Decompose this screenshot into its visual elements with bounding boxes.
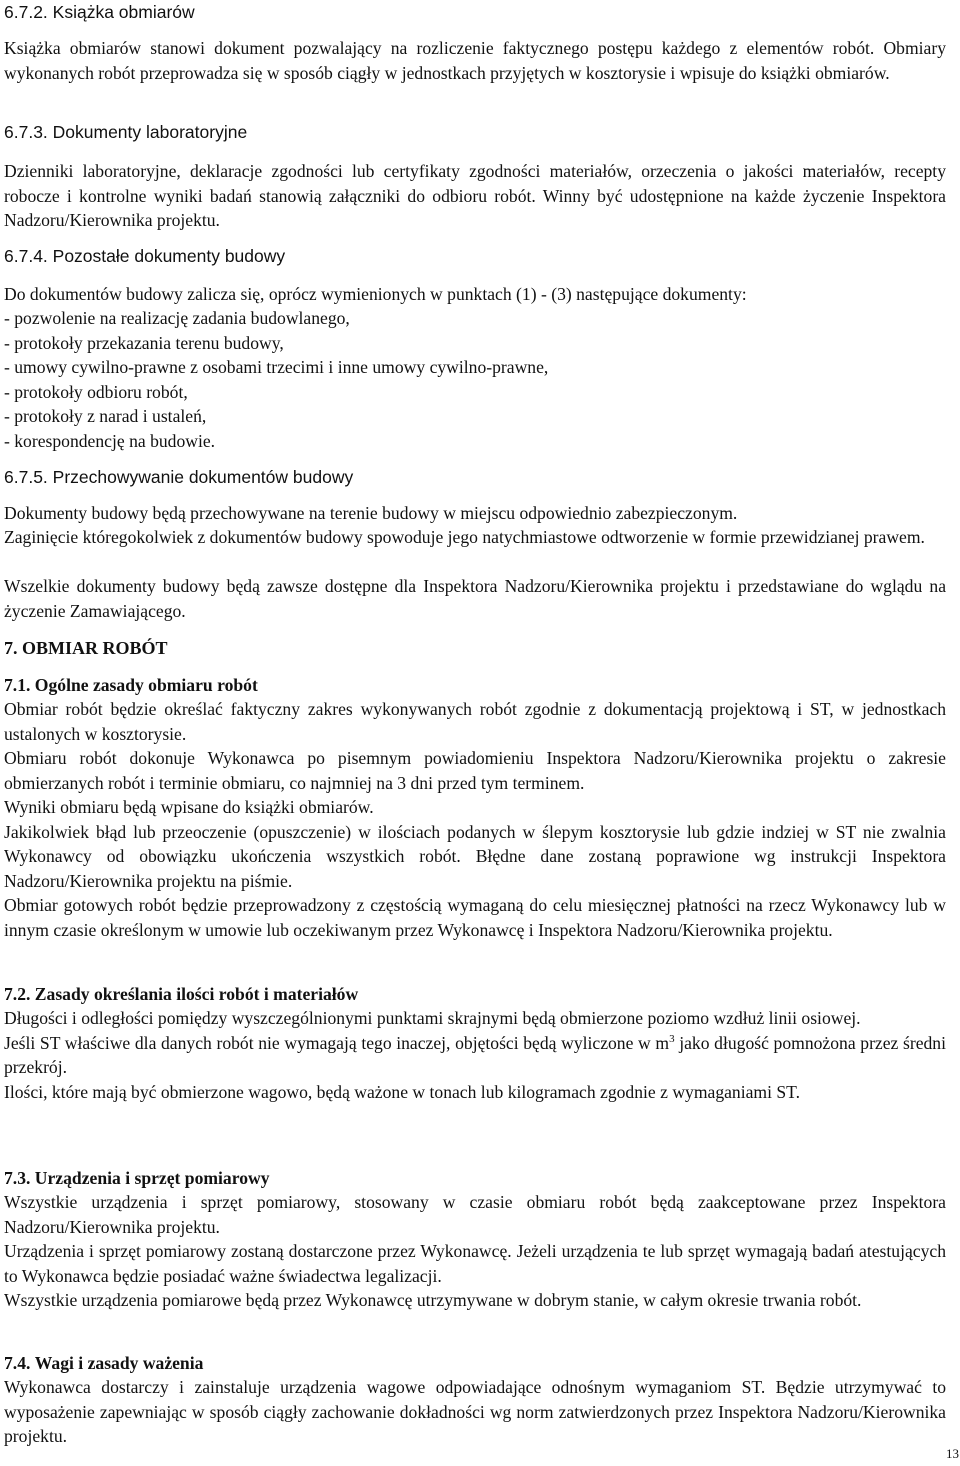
section-heading-7-2 (4, 982, 358, 1007)
section-heading-6-7-3: 6.7.3. Dokumenty laboratoryjne (4, 122, 248, 142)
page-number: 13 (946, 1446, 959, 1461)
paragraph-wagi: Wykonawca dostarczy i zainstaluje urządzenia wagowe odpowiadające odnośnym wymaganiom ST. Będzie utrzymywać to wyposażenie zapewniając w sposób ciągły zachowanie dokładności wg norm zatwierdzonych przez Inspektora Nadzoru/Kierownika projektu. (4, 1377, 946, 1446)
section-number: 7.4. (4, 1353, 31, 1373)
paragraph: Jakikolwiek błąd lub przeoczenie (opuszczenie) w ilościach podanych w ślepym kosztorysie lub gdzie indziej w ST nie zwalnia Wykonawcy od obowiązku ukończenia wszystkich robót. Błędne dane zostaną poprawione wg instrukcji Inspektora Nadzoru/Kierownika projektu na piśmie. (4, 821, 946, 891)
volume-text-a: Jeśli ST właściwe dla danych robót nie wymagają tego inaczej, objętości będą wyliczone w m (4, 1032, 670, 1053)
section-heading-6-7-5: 6.7.5. Przechowywanie dokumentów budowy (4, 467, 354, 487)
section-title: Ogólne zasady obmiaru robót (34, 675, 258, 695)
paragraph-przechowywanie-1: Dokumenty budowy będą przechowywane na terenie budowy w miejscu odpowiednio zabezpieczonym. (4, 503, 738, 523)
section-heading-6-7-4: 6.7.4. Pozostałe dokumenty budowy (4, 246, 286, 266)
paragraph-przechowywanie-2: Zaginięcie któregokolwiek z dokumentów budowy spowoduje jego natychmiastowe odtworzenie w formie przewidzianej prawem. (4, 527, 925, 547)
section-title: Urządzenia i sprzęt pomiarowy (34, 1168, 270, 1188)
list-item: - protokoły odbioru robót, (4, 381, 188, 402)
paragraph: Ilości, które mają być obmierzone wagowo, będą ważone w tonach lub kilogramach zgodnie z wymaganiami ST. (4, 1081, 801, 1102)
section-heading-7-1 (4, 673, 258, 698)
paragraph: Wszystkie urządzenia pomiarowe będą przez Wykonawcę utrzymywane w dobrym stanie, w całym okresie trwania robót. (4, 1290, 862, 1310)
paragraph: Urządzenia i sprzęt pomiarowy zostaną dostarczone przez Wykonawcę. Jeżeli urządzenia te lub sprzęt wymagają badań atestujących to Wykonawca będzie posiadać ważne świadectwa legalizacji. (4, 1241, 946, 1286)
list-item: - umowy cywilno-prawne z osobami trzecimi i inne umowy cywilno-prawne, (4, 357, 549, 377)
volume-text-b: jako długość pomnożona przez średni przekrój. (4, 1032, 946, 1077)
documents-list (4, 306, 548, 453)
paragraph: Długości i odległości pomiędzy wyszczególnionymi punktami skrajnymi będą obmierzone poziomo wzdłuż linii osiowej. (4, 1008, 861, 1028)
paragraph: Obmiar gotowych robót będzie przeprowadzony z częstością wymaganą do celu miesięcznej płatności na rzecz Wykonawcy lub w innym czasie określonym w umowie lub oczekiwanym przez Wykonawcę i Inspektora Nadzoru/Kierownika projektu. (4, 895, 946, 940)
section-title: Wagi i zasady ważenia (34, 1353, 204, 1373)
paragraph: Obmiar robót będzie określać faktyczny zakres wykonywanych robót zgodnie z dokumentacją projektową i ST, w jednostkach ustalonych w kosztorysie. (4, 699, 946, 744)
section-number: 7.3. (4, 1168, 31, 1188)
volume-superscript: 3 (669, 1032, 675, 1045)
list-item: - korespondencję na budowie. (4, 430, 216, 451)
section-heading-7-3 (4, 1166, 270, 1191)
chapter-heading-7: 7. OBMIAR ROBÓT (4, 638, 168, 658)
paragraph: Wszystkie urządzenia i sprzęt pomiarowy, stosowany w czasie obmiaru robót będą zaakceptowane przez Inspektora Nadzoru/Kierownika projektu. (4, 1192, 946, 1237)
section-title: Zasady określania ilości robót i materiałów (34, 984, 359, 1004)
paragraph-ksiazka-obmiarow: Książka obmiarów stanowi dokument pozwalający na rozliczenie faktycznego postępu każdego z elementów robót. Obmiary wykonanych robót przeprowadza się w sposób ciągły w jednostkach przyjętych w kosztorysie i wpisuje do książki obmiarów. (4, 38, 946, 83)
list-item: - protokoły przekazania terenu budowy, (4, 332, 284, 353)
paragraph: Obmiaru robót dokonuje Wykonawca po pisemnym powiadomieniu Inspektora Nadzoru/Kierownika projektu o zakresie obmierzanych robót i terminie obmiaru, co najmniej na 3 dni przed tym terminem. (4, 748, 946, 793)
paragraph-volume (4, 1031, 946, 1080)
section-7-2-body (4, 1006, 946, 1104)
list-item: - protokoły z narad i ustaleń, (4, 406, 207, 426)
paragraph-intro-dokumenty: Do dokumentów budowy zalicza się, oprócz wymienionych w punktach (1) - (3) następujące dokumenty: (4, 284, 747, 304)
section-number: 7.1. (4, 675, 31, 695)
section-heading-7-4 (4, 1351, 203, 1376)
section-number: 7.2. (4, 984, 31, 1004)
paragraph-przechowywanie-3: Wszelkie dokumenty budowy będą zawsze dostępne dla Inspektora Nadzoru/Kierownika projektu i przedstawiane do wglądu na życzenie Zamawiającego. (4, 576, 946, 621)
paragraph: Wyniki obmiaru będą wpisane do książki obmiarów. (4, 797, 374, 817)
paragraph-dokumenty-laboratoryjne: Dzienniki laboratoryjne, deklaracje zgodności lub certyfikaty zgodności materiałów, orzeczenia o jakości materiałów, recepty robocze i kontrolne wyniki badań stanowią załączniki do odbioru robót. Winny być udostępnione na każde życzenie Inspektora Nadzoru/Kierownika projektu. (4, 161, 946, 230)
list-item: - pozwolenie na realizację zadania budowlanego, (4, 308, 350, 328)
section-heading-6-7-2: 6.7.2. Książka obmiarów (4, 2, 195, 22)
section-7-1-body (4, 697, 946, 942)
section-7-3-body (4, 1190, 946, 1313)
